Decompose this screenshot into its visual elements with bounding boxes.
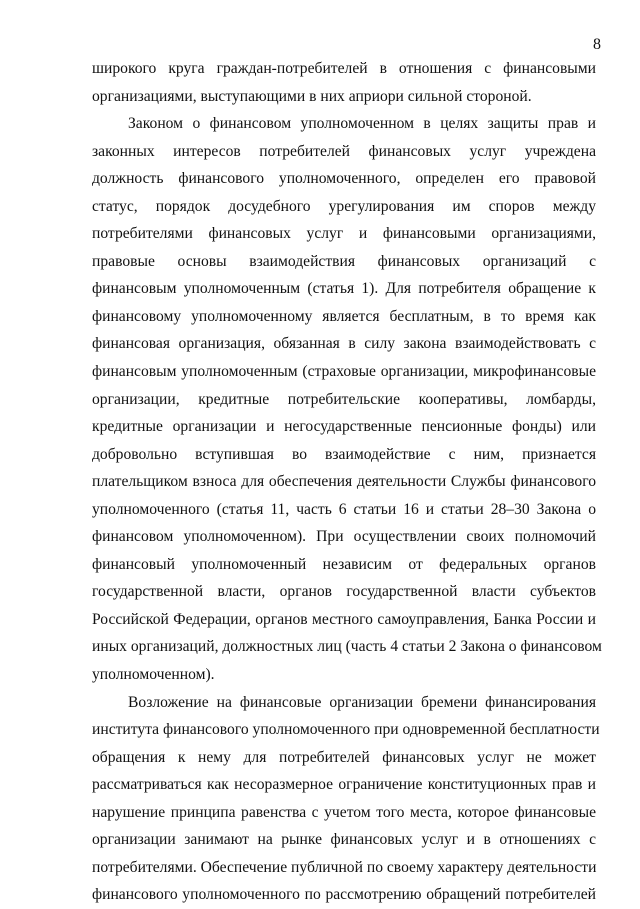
body-text: [92, 55, 602, 909]
text-line: организации, кредитные потребительские кооперативы, ломбарды,: [92, 390, 596, 408]
text-line: уполномоченного (статья 11, часть 6 статьи 16 и статьи 28–30 Закона о: [92, 500, 596, 518]
text-line: Российской Федерации, органов местного самоуправления, Банка России и: [92, 610, 596, 628]
text-line: должность финансового уполномоченного, определен его правовой: [92, 170, 596, 188]
text-line: финансовым уполномоченным (статья 1). Для потребителя обращение к: [92, 280, 596, 298]
text-line: рассматриваться как несоразмерное ограничение конституционных прав и: [92, 776, 596, 794]
text-line: правовые основы взаимодействия финансовых организаций с: [92, 252, 596, 270]
text-line: финансового уполномоченного по рассмотрению обращений потребителей: [92, 886, 596, 904]
text-line: организации занимают на рынке финансовых услуг и в отношениях с: [92, 831, 596, 849]
text-line: обращения к нему для потребителей финансовых услуг не может: [92, 748, 596, 766]
text-line: финансовая организация, обязанная в силу закона взаимодействовать с: [92, 335, 596, 353]
text-line: Возложение на финансовые организации бремени финансирования: [128, 693, 596, 711]
text-line: финансовый уполномоченный независим от федеральных органов: [92, 555, 596, 573]
text-line: потребителями. Обеспечение публичной по своему характеру деятельности: [92, 858, 597, 876]
text-line: добровольно вступившая во взаимодействие с ним, признается: [92, 445, 596, 463]
text-line: законных интересов потребителей финансовых услуг учреждена: [92, 142, 596, 160]
text-line: государственной власти, органов государственной власти субъектов: [92, 583, 596, 601]
text-line: финансовом уполномоченном). При осуществлении своих полномочий: [92, 528, 596, 546]
text-line: плательщиком взноса для обеспечения деятельности Службы финансового: [92, 473, 596, 491]
text-line: уполномоченном).: [92, 666, 215, 684]
text-line: организациями, выступающими в них априори сильной стороной.: [92, 87, 532, 105]
text-line: кредитные организации и негосударственные пенсионные фонды) или: [92, 418, 596, 436]
text-line: финансовому уполномоченному является бесплатным, в то время как: [92, 307, 596, 325]
page-number: 8: [593, 36, 601, 53]
text-line: нарушение принципа равенства с учетом того места, которое финансовые: [92, 803, 596, 821]
text-line: широкого круга граждан-потребителей в отношения с финансовыми: [92, 60, 596, 77]
text-line: Законом о финансовом уполномоченном в целях защиты прав и: [128, 115, 596, 133]
text-line: потребителями финансовых услуг и финансовыми организациями,: [92, 225, 596, 243]
text-line: статус, порядок досудебного урегулирования им споров между: [92, 197, 596, 215]
text-line: иных организаций, должностных лиц (часть 4 статьи 2 Закона о финансовом: [92, 638, 602, 656]
text-line: финансовым уполномоченным (страховые организации, микрофинансовые: [92, 363, 596, 381]
text-line: института финансового уполномоченного при одновременной бесплатности: [92, 721, 600, 739]
